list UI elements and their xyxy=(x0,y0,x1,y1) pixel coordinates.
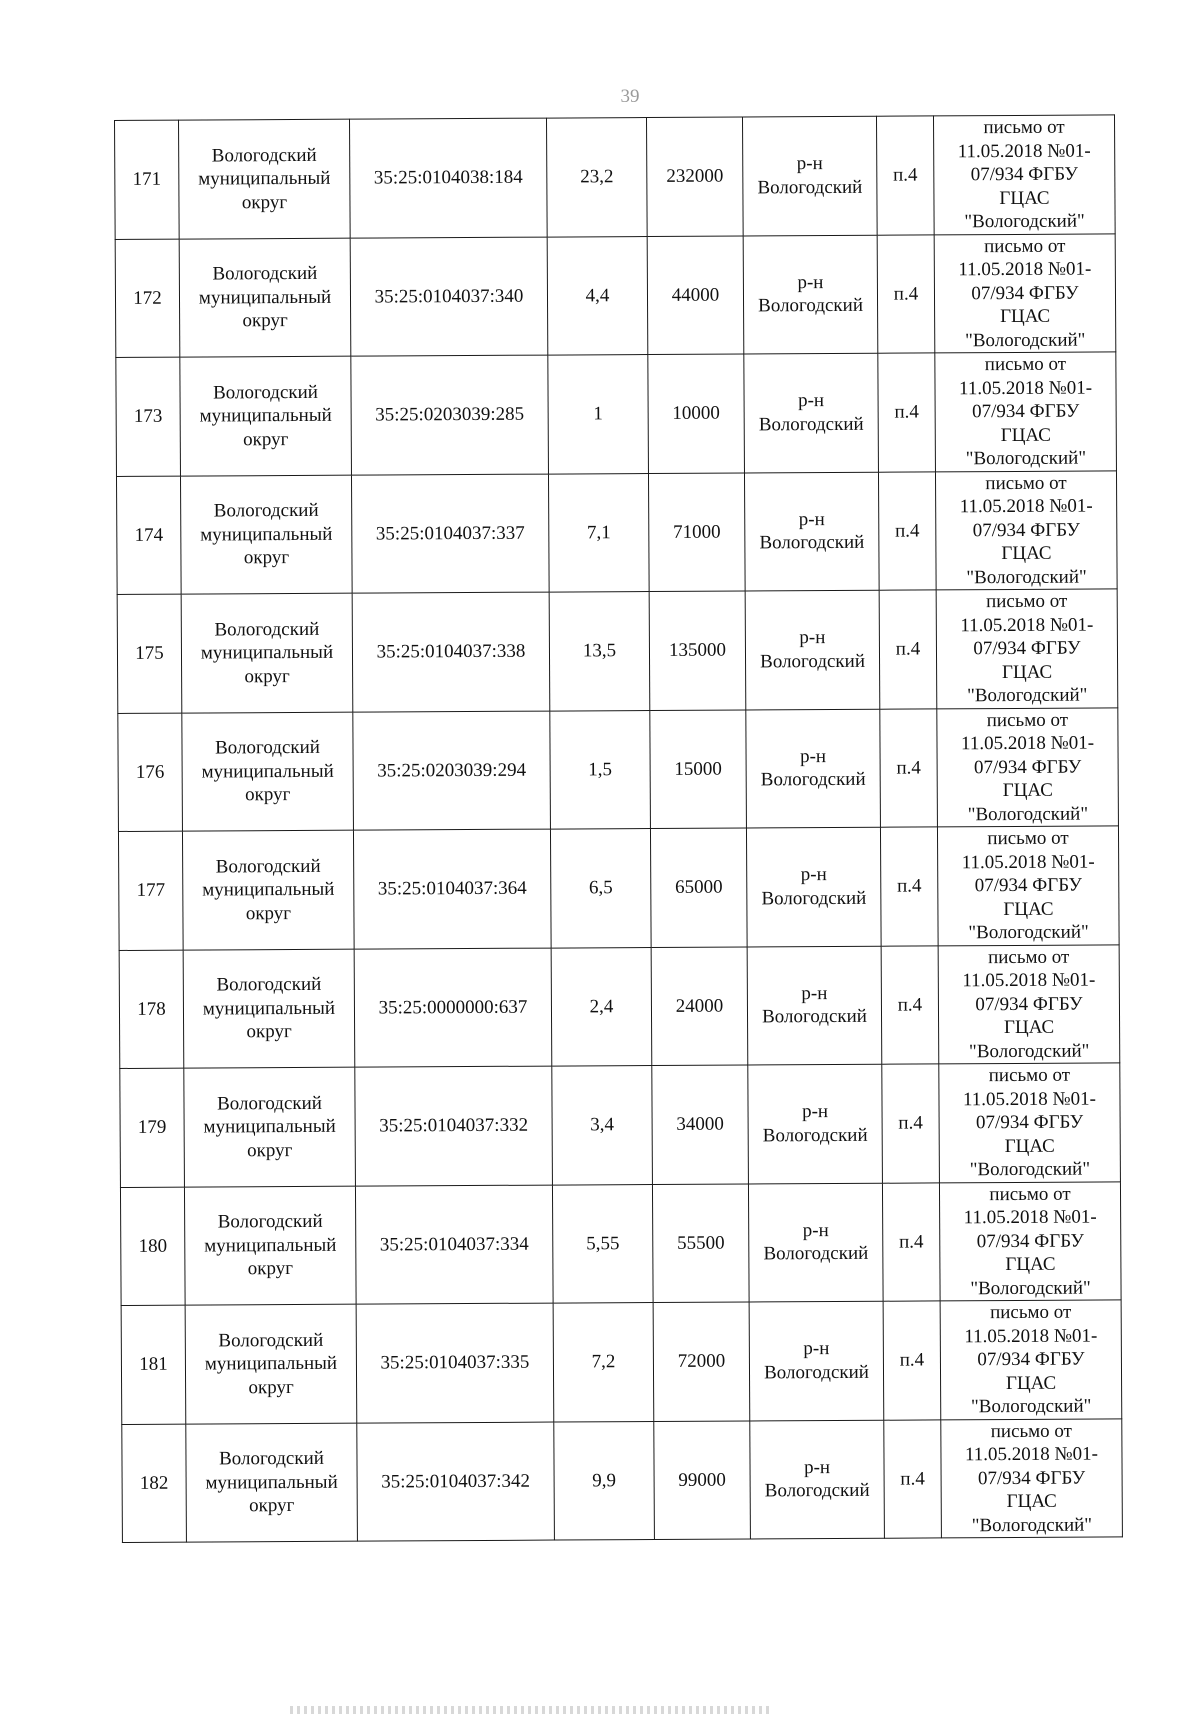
clause-cell: п.4 xyxy=(880,827,938,946)
district-cell-line: Вологодский xyxy=(762,1124,868,1147)
table-row xyxy=(119,944,1120,1068)
basis-cell xyxy=(940,1300,1122,1420)
owner-cell-line: Вологодский xyxy=(213,381,319,403)
owner-cell-line: округ xyxy=(241,191,288,213)
table-row xyxy=(117,589,1118,713)
owner-cell xyxy=(182,830,354,949)
basis-cell-line: ГЦАС xyxy=(1004,1135,1055,1157)
value-b-cell: 72000 xyxy=(653,1302,750,1421)
owner-cell-line: Вологодский xyxy=(217,1092,322,1114)
basis-cell-line: письмо от xyxy=(984,235,1066,257)
cadastral-number-cell: 35:25:0104037:342 xyxy=(357,1422,555,1542)
cadastral-number-cell: 35:25:0104037:364 xyxy=(353,829,551,949)
basis-cell-line: 11.05.2018 №01- xyxy=(958,377,1093,399)
value-b-cell: 44000 xyxy=(647,235,744,354)
value-b-cell: 15000 xyxy=(650,709,747,828)
district-cell xyxy=(749,1301,884,1420)
basis-cell-line: 07/934 ФГБУ xyxy=(973,756,1082,778)
basis-cell-line: письмо от xyxy=(989,1183,1071,1205)
owner-cell xyxy=(185,1304,357,1423)
owner-cell-line: округ xyxy=(244,665,290,687)
basis-cell-line: 11.05.2018 №01- xyxy=(957,140,1091,162)
owner-cell-line: Вологодский xyxy=(212,262,318,285)
district-cell-line: р-н xyxy=(798,390,825,412)
district-cell-line: р-н xyxy=(803,1456,831,1478)
basis-cell-line: 11.05.2018 №01- xyxy=(958,258,1092,281)
owner-cell-line: округ xyxy=(246,1021,292,1043)
basis-cell-line: ГЦАС xyxy=(1006,1490,1057,1513)
owner-cell-line: Вологодский xyxy=(215,855,321,877)
owner-cell xyxy=(183,949,355,1068)
district-cell-line: р-н xyxy=(800,864,827,886)
clause-cell: п.4 xyxy=(879,590,937,709)
district-cell-line: р-н xyxy=(802,1219,829,1241)
basis-cell-line: "Вологодский" xyxy=(970,1277,1091,1299)
district-cell-line: р-н xyxy=(803,1338,830,1360)
value-a-cell: 2,4 xyxy=(551,947,652,1066)
basis-cell xyxy=(935,470,1117,590)
table-row xyxy=(116,470,1117,594)
basis-cell-line: 07/934 ФГБУ xyxy=(973,637,1081,660)
row-number-cell: 181 xyxy=(121,1305,186,1424)
value-b-cell: 55500 xyxy=(652,1183,749,1302)
clause-cell: п.4 xyxy=(884,1419,942,1538)
district-cell xyxy=(743,235,878,354)
basis-cell-line: письмо от xyxy=(990,1420,1073,1442)
owner-cell-line: округ xyxy=(247,1258,294,1280)
cadastral-number-cell: 35:25:0203039:294 xyxy=(353,711,551,831)
basis-cell xyxy=(939,1063,1121,1183)
basis-cell-line: письмо от xyxy=(986,709,1069,731)
basis-cell-line: "Вологодский" xyxy=(966,684,1088,707)
row-number-cell: 177 xyxy=(118,831,183,950)
district-cell-line: Вологодский xyxy=(764,1361,869,1384)
table-row xyxy=(120,1181,1121,1305)
owner-cell xyxy=(186,1423,358,1542)
basis-cell-line: письмо от xyxy=(986,590,1068,613)
owner-cell-line: округ xyxy=(242,310,288,332)
owner-cell-line: муниципальный xyxy=(201,760,334,783)
table-row xyxy=(122,1418,1123,1542)
owner-cell xyxy=(184,1067,356,1186)
basis-cell-line: "Вологодский" xyxy=(964,210,1085,233)
district-cell-line: Вологодский xyxy=(757,176,863,199)
table-row xyxy=(116,352,1117,476)
row-number-cell: 180 xyxy=(120,1187,185,1306)
owner-cell-line: муниципальный xyxy=(202,878,335,901)
basis-cell-line: ГЦАС xyxy=(1002,779,1053,802)
owner-cell-line: Вологодский xyxy=(214,618,320,640)
owner-cell xyxy=(182,712,354,831)
basis-cell-line: 07/934 ФГБУ xyxy=(970,163,1078,186)
district-cell xyxy=(750,1420,885,1539)
clause-cell: п.4 xyxy=(882,1182,940,1301)
basis-cell-line: "Вологодский" xyxy=(966,566,1087,588)
basis-cell xyxy=(941,1418,1123,1538)
owner-cell xyxy=(179,238,351,357)
district-cell xyxy=(744,353,879,472)
value-a-cell: 7,1 xyxy=(548,473,649,592)
owner-cell xyxy=(181,593,353,712)
owner-cell xyxy=(179,119,351,238)
owner-cell-line: Вологодский xyxy=(218,1329,324,1351)
table-row xyxy=(118,826,1119,950)
basis-cell xyxy=(933,115,1115,235)
basis-cell xyxy=(937,707,1119,827)
clause-cell: п.4 xyxy=(883,1301,941,1420)
row-number-cell: 182 xyxy=(122,1424,187,1543)
basis-cell xyxy=(934,233,1116,353)
value-a-cell: 23,2 xyxy=(546,118,647,237)
basis-cell-line: 11.05.2018 №01- xyxy=(964,1325,1098,1347)
basis-cell-line: ГЦАС xyxy=(1005,1372,1057,1394)
cadastral-number-cell: 35:25:0203039:285 xyxy=(351,355,549,475)
basis-cell-line: 11.05.2018 №01- xyxy=(963,1206,1097,1229)
district-cell-line: Вологодский xyxy=(764,1480,870,1502)
value-b-cell: 232000 xyxy=(646,117,743,236)
owner-cell-line: Вологодский xyxy=(211,144,317,166)
district-cell-line: р-н xyxy=(797,271,824,293)
owner-cell-line: муниципальный xyxy=(200,523,333,546)
row-number-cell: 176 xyxy=(118,713,183,832)
value-a-cell: 1 xyxy=(548,355,649,474)
registry-table-wrapper xyxy=(114,114,1123,1543)
owner-cell-line: Вологодский xyxy=(216,973,322,996)
basis-cell xyxy=(939,1181,1121,1301)
district-cell-line: р-н xyxy=(801,1101,829,1123)
basis-cell-line: ГЦАС xyxy=(1003,898,1054,920)
district-cell-line: Вологодский xyxy=(758,413,864,436)
cadastral-number-cell: 35:25:0104037:335 xyxy=(356,1303,554,1423)
district-cell xyxy=(748,1064,883,1183)
owner-cell-line: округ xyxy=(245,902,292,924)
owner-cell-line: муниципальный xyxy=(198,286,332,309)
district-cell xyxy=(746,709,881,828)
owner-cell-line: округ xyxy=(245,784,291,806)
owner-cell-line: округ xyxy=(248,1376,294,1398)
value-b-cell: 65000 xyxy=(650,828,747,947)
district-cell-line: р-н xyxy=(798,508,825,530)
basis-cell-line: 11.05.2018 №01- xyxy=(962,969,1096,992)
clause-cell: п.4 xyxy=(882,1064,940,1183)
basis-cell-line: 07/934 ФГБУ xyxy=(977,1348,1085,1371)
basis-cell-line: письмо от xyxy=(983,116,1065,139)
value-b-cell: 71000 xyxy=(648,472,745,591)
owner-cell xyxy=(180,475,352,594)
owner-cell-line: Вологодский xyxy=(217,1210,323,1233)
district-cell-line: р-н xyxy=(796,153,823,175)
basis-cell-line: письмо от xyxy=(985,472,1067,494)
row-number-cell: 175 xyxy=(117,594,182,713)
basis-cell-line: "Вологодский" xyxy=(970,1395,1092,1418)
cadastral-number-cell: 35:25:0104037:338 xyxy=(352,592,550,712)
owner-cell-line: Вологодский xyxy=(218,1447,324,1470)
owner-cell-line: округ xyxy=(249,1495,295,1517)
basis-cell-line: ГЦАС xyxy=(1001,542,1052,565)
value-b-cell: 24000 xyxy=(651,946,748,1065)
district-cell-line: Вологодский xyxy=(761,887,867,910)
basis-cell-line: письмо от xyxy=(989,1301,1072,1324)
owner-cell-line: округ xyxy=(243,547,290,569)
owner-cell-line: муниципальный xyxy=(198,167,331,190)
basis-cell-line: 07/934 ФГБУ xyxy=(974,874,1082,897)
district-cell xyxy=(745,590,880,709)
district-cell xyxy=(748,1183,883,1302)
district-cell xyxy=(744,472,879,591)
basis-cell-line: 11.05.2018 №01- xyxy=(960,732,1095,755)
basis-cell-line: "Вологодский" xyxy=(964,329,1086,351)
basis-cell-line: ГЦАС xyxy=(999,305,1051,328)
basis-cell xyxy=(938,944,1120,1064)
district-cell-line: Вологодский xyxy=(759,532,865,554)
value-a-cell: 3,4 xyxy=(552,1066,653,1185)
owner-cell-line: округ xyxy=(247,1139,293,1161)
owner-cell-line: муниципальный xyxy=(200,641,334,664)
basis-cell-line: 07/934 ФГБУ xyxy=(971,282,1079,304)
owner-cell xyxy=(184,1186,356,1305)
page-number: 39 xyxy=(620,86,640,107)
basis-cell-line: "Вологодский" xyxy=(965,447,1087,470)
value-a-cell: 13,5 xyxy=(549,592,650,711)
basis-cell-line: ГЦАС xyxy=(1005,1253,1056,1276)
value-b-cell: 99000 xyxy=(654,1420,751,1539)
row-number-cell: 179 xyxy=(120,1068,185,1187)
table-row xyxy=(121,1300,1122,1424)
district-cell-line: р-н xyxy=(801,982,828,1004)
owner-cell-line: муниципальный xyxy=(203,1115,336,1138)
clause-cell: п.4 xyxy=(880,708,938,827)
row-number-cell: 178 xyxy=(119,950,184,1069)
owner-cell-line: муниципальный xyxy=(202,997,336,1020)
table-row xyxy=(118,707,1119,831)
basis-cell-line: 07/934 ФГБУ xyxy=(971,400,1080,423)
value-b-cell: 10000 xyxy=(648,354,745,473)
cadastral-number-cell: 35:25:0104037:332 xyxy=(355,1066,553,1186)
cadastral-number-cell: 35:25:0104037:334 xyxy=(355,1185,553,1305)
district-cell-line: р-н xyxy=(800,745,827,767)
basis-cell-line: 11.05.2018 №01- xyxy=(960,614,1094,636)
district-cell-line: Вологодский xyxy=(758,295,864,317)
clause-cell: п.4 xyxy=(881,945,939,1064)
value-a-cell: 4,4 xyxy=(547,236,648,355)
basis-cell-line: "Вологодский" xyxy=(968,921,1089,944)
basis-cell-line: 07/934 ФГБУ xyxy=(977,1467,1086,1489)
value-a-cell: 1,5 xyxy=(550,710,651,829)
clause-cell: п.4 xyxy=(878,353,936,472)
cadastral-number-cell: 35:25:0104037:340 xyxy=(350,237,548,357)
basis-cell-line: письмо от xyxy=(984,353,1067,376)
owner-cell xyxy=(180,356,352,475)
basis-cell xyxy=(937,826,1119,946)
table-row xyxy=(115,233,1116,357)
basis-cell xyxy=(936,589,1118,709)
district-cell xyxy=(747,946,882,1065)
basis-cell-line: ГЦАС xyxy=(1000,424,1051,446)
cadastral-number-cell: 35:25:0000000:637 xyxy=(354,948,552,1068)
value-b-cell: 135000 xyxy=(649,591,746,710)
row-number-cell: 174 xyxy=(116,476,181,595)
basis-cell-line: 07/934 ФГБУ xyxy=(972,519,1080,541)
row-number-cell: 173 xyxy=(116,357,181,476)
basis-cell-line: 11.05.2018 №01- xyxy=(961,851,1095,873)
district-cell-line: Вологодский xyxy=(760,650,866,673)
value-a-cell: 6,5 xyxy=(550,829,651,948)
clause-cell: п.4 xyxy=(876,116,934,235)
basis-cell-line: 11.05.2018 №01- xyxy=(962,1088,1097,1110)
basis-cell-line: "Вологодский" xyxy=(967,803,1089,825)
clause-cell: п.4 xyxy=(877,234,935,353)
value-a-cell: 7,2 xyxy=(553,1303,654,1422)
owner-cell-line: муниципальный xyxy=(204,1234,337,1257)
basis-cell-line: 07/934 ФГБУ xyxy=(975,1111,1084,1134)
owner-cell-line: муниципальный xyxy=(199,404,332,427)
basis-cell-line: 07/934 ФГБУ xyxy=(976,1230,1084,1252)
value-a-cell: 9,9 xyxy=(554,1421,655,1540)
cadastral-number-cell: 35:25:0104038:184 xyxy=(349,118,547,238)
row-number-cell: 172 xyxy=(115,239,180,358)
owner-cell-line: муниципальный xyxy=(205,1471,338,1494)
owner-cell-line: Вологодский xyxy=(213,499,319,522)
basis-cell-line: 07/934 ФГБУ xyxy=(975,993,1083,1015)
table-row xyxy=(120,1063,1121,1187)
basis-cell-line: "Вологодский" xyxy=(971,1514,1093,1536)
district-cell xyxy=(742,116,877,235)
value-a-cell: 5,55 xyxy=(552,1184,653,1303)
owner-cell-line: муниципальный xyxy=(204,1352,338,1375)
cadastral-number-cell: 35:25:0104037:337 xyxy=(351,474,549,594)
basis-cell-line: письмо от xyxy=(988,1064,1071,1087)
basis-cell-line: "Вологодский" xyxy=(968,1040,1090,1062)
table-row xyxy=(115,115,1116,239)
clause-cell: п.4 xyxy=(878,471,936,590)
registry-table xyxy=(114,114,1123,1543)
registry-table-body xyxy=(115,115,1123,1543)
basis-cell-line: "Вологодский" xyxy=(969,1158,1091,1181)
basis-cell-line: ГЦАС xyxy=(1001,661,1053,683)
district-cell-line: р-н xyxy=(799,627,826,649)
basis-cell-line: письмо от xyxy=(987,946,1070,968)
owner-cell-line: Вологодский xyxy=(215,736,320,759)
district-cell-line: Вологодский xyxy=(763,1243,869,1265)
owner-cell-line: округ xyxy=(243,428,289,450)
basis-cell-line: 11.05.2018 №01- xyxy=(959,495,1093,518)
basis-cell-line: 11.05.2018 №01- xyxy=(964,1443,1099,1466)
basis-cell-line: ГЦАС xyxy=(1003,1016,1055,1039)
row-number-cell: 171 xyxy=(115,120,180,239)
district-cell xyxy=(746,827,881,946)
district-cell-line: Вологодский xyxy=(760,769,866,791)
basis-cell-line: письмо от xyxy=(987,827,1069,850)
district-cell-line: Вологодский xyxy=(762,1006,867,1028)
value-b-cell: 34000 xyxy=(652,1065,749,1184)
basis-cell-line: ГЦАС xyxy=(999,187,1050,209)
scan-artifact xyxy=(290,1706,770,1714)
basis-cell xyxy=(935,352,1117,472)
